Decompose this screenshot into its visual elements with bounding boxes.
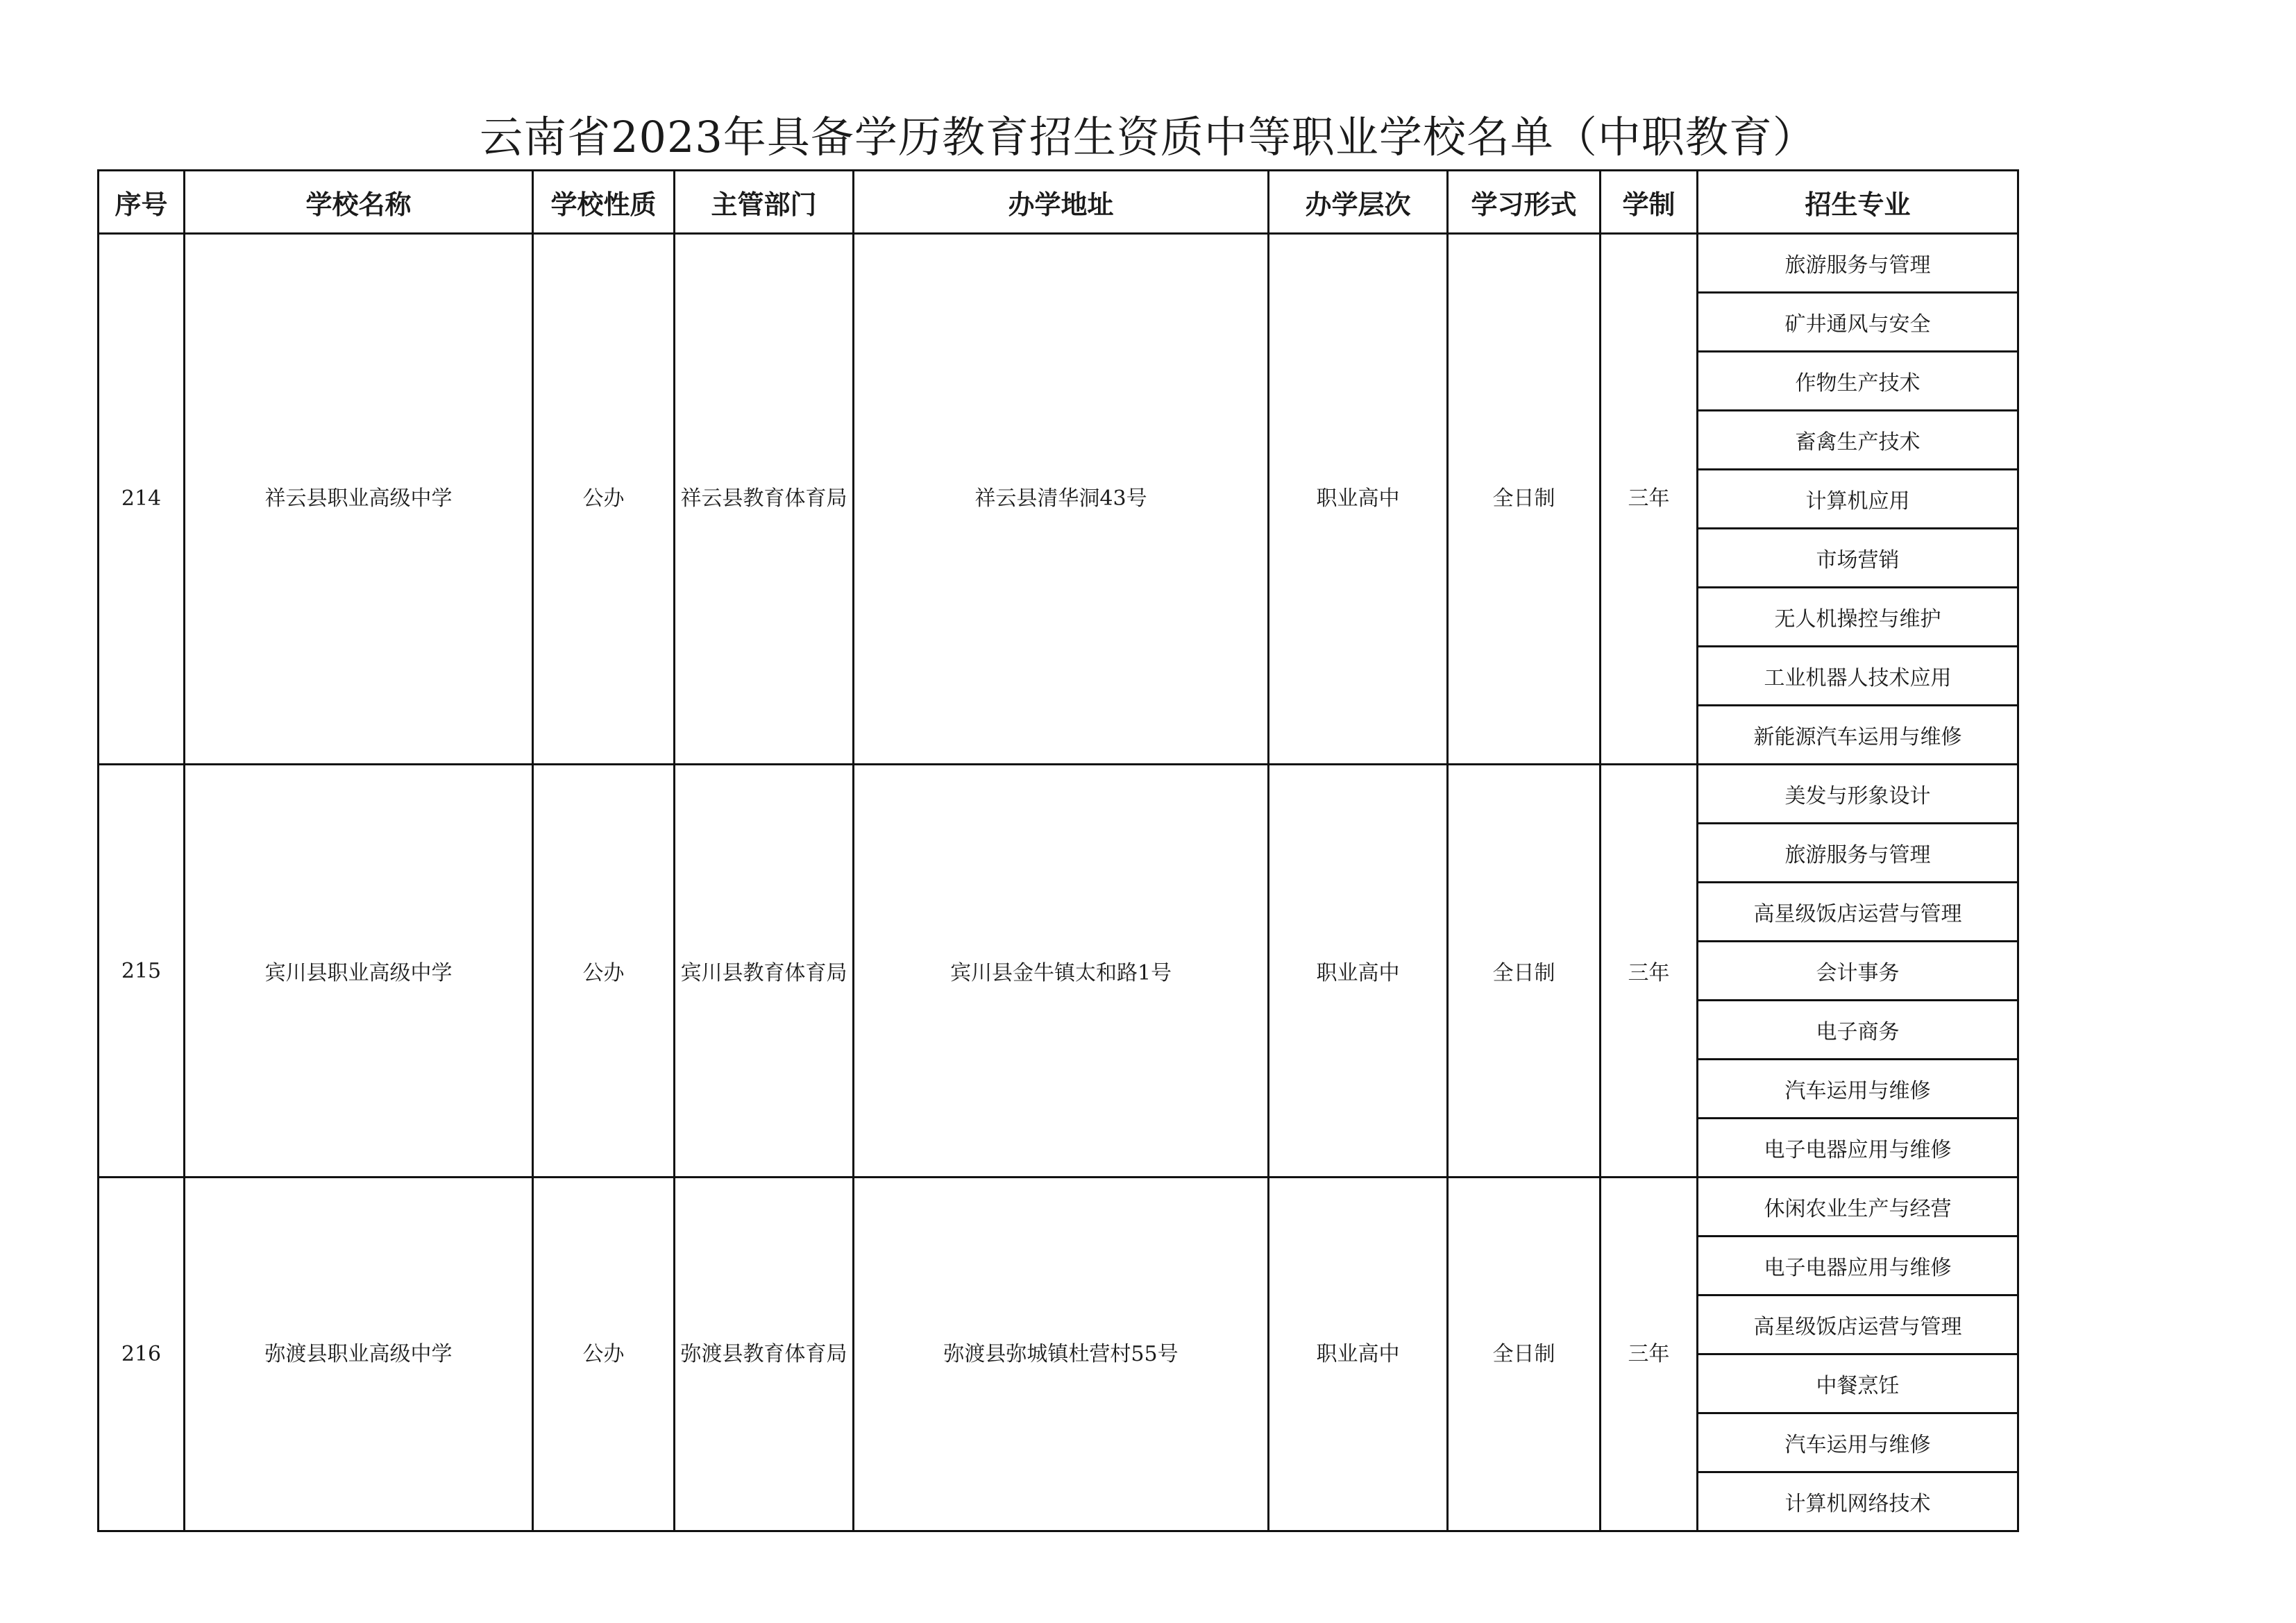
school-nature-cell [533,765,675,1178]
header-duration: 学制 [1601,171,1698,234]
school-no: 216 [121,1341,162,1366]
school-no-cell [99,765,185,1178]
school-no: 214 [121,486,162,511]
table-row [99,1178,2018,1237]
major-cell: 休闲农业生产与经营 [1698,1178,2018,1237]
school-name: 弥渡县职业高级中学 [264,1341,453,1366]
school-form: 全日制 [1492,1341,1555,1366]
school-form-cell [1448,1178,1601,1531]
major-cell: 中餐烹饪 [1698,1354,2018,1413]
school-nature: 公办 [582,961,625,985]
school-nature: 公办 [582,486,625,511]
school-department-cell [675,765,854,1178]
school-duration-cell [1601,234,1698,765]
major-cell: 高星级饭店运营与管理 [1698,883,2018,942]
major-cell: 新能源汽车运用与维修 [1698,706,2018,765]
header-nature: 学校性质 [533,171,675,234]
header-school-name: 学校名称 [185,171,533,234]
header-level: 办学层次 [1269,171,1448,234]
school-level: 职业高中 [1316,1341,1400,1366]
school-department: 祥云县教育体育局 [680,486,847,511]
header-no: 序号 [99,171,185,234]
school-address: 宾川县金牛镇太和路1号 [949,961,1172,985]
school-no-cell [99,234,185,765]
major-cell: 矿井通风与安全 [1698,293,2018,352]
school-form: 全日制 [1492,486,1555,511]
school-nature: 公办 [582,1341,625,1366]
school-name: 祥云县职业高级中学 [264,486,453,511]
school-address-cell [854,765,1269,1178]
school-department-cell [675,1178,854,1531]
school-form: 全日制 [1492,961,1555,985]
school-name-cell [185,765,533,1178]
school-department-cell [675,234,854,765]
school-level-cell [1269,234,1448,765]
school-duration-cell [1601,1178,1698,1531]
table-row [99,765,2018,824]
major-cell: 电子电器应用与维修 [1698,1119,2018,1178]
major-cell: 会计事务 [1698,942,2018,1001]
school-department: 宾川县教育体育局 [680,961,847,985]
table-row [99,234,2018,293]
major-cell: 旅游服务与管理 [1698,234,2018,293]
page-title: 云南省2023年具备学历教育招生资质中等职业学校名单（中职教育） [480,112,1816,162]
school-form-cell [1448,765,1601,1178]
major-cell: 市场营销 [1698,529,2018,588]
school-duration: 三年 [1628,1341,1670,1366]
major-cell: 旅游服务与管理 [1698,824,2018,883]
school-no: 215 [121,958,162,983]
school-department: 弥渡县教育体育局 [680,1341,847,1366]
school-duration-cell [1601,765,1698,1178]
school-table [97,169,2019,1532]
major-cell: 美发与形象设计 [1698,765,2018,824]
major-cell: 工业机器人技术应用 [1698,647,2018,706]
school-level: 职业高中 [1316,486,1400,511]
school-nature-cell [533,1178,675,1531]
school-duration: 三年 [1628,486,1670,511]
major-cell: 高星级饭店运营与管理 [1698,1295,2018,1354]
school-duration: 三年 [1628,961,1670,985]
header-majors: 招生专业 [1698,171,2018,234]
school-name: 宾川县职业高级中学 [264,961,453,985]
school-level: 职业高中 [1316,961,1400,985]
school-address-cell [854,1178,1269,1531]
major-cell: 电子电器应用与维修 [1698,1237,2018,1295]
major-cell: 作物生产技术 [1698,352,2018,411]
school-nature-cell [533,234,675,765]
school-name-cell [185,234,533,765]
major-cell: 计算机应用 [1698,470,2018,529]
major-cell: 汽车运用与维修 [1698,1413,2018,1472]
school-level-cell [1269,1178,1448,1531]
school-address-cell [854,234,1269,765]
header-address: 办学地址 [854,171,1269,234]
major-cell: 畜禽生产技术 [1698,411,2018,470]
school-address: 祥云县清华洞43号 [974,486,1147,511]
header-row [99,171,2018,234]
header-form: 学习形式 [1448,171,1601,234]
school-no-cell [99,1178,185,1531]
school-level-cell [1269,765,1448,1178]
major-cell: 汽车运用与维修 [1698,1060,2018,1119]
major-cell: 计算机网络技术 [1698,1472,2018,1531]
major-cell: 电子商务 [1698,1001,2018,1060]
school-form-cell [1448,234,1601,765]
header-department: 主管部门 [675,171,854,234]
school-name-cell [185,1178,533,1531]
major-cell: 无人机操控与维护 [1698,588,2018,647]
school-address: 弥渡县弥城镇杜营村55号 [943,1341,1179,1366]
